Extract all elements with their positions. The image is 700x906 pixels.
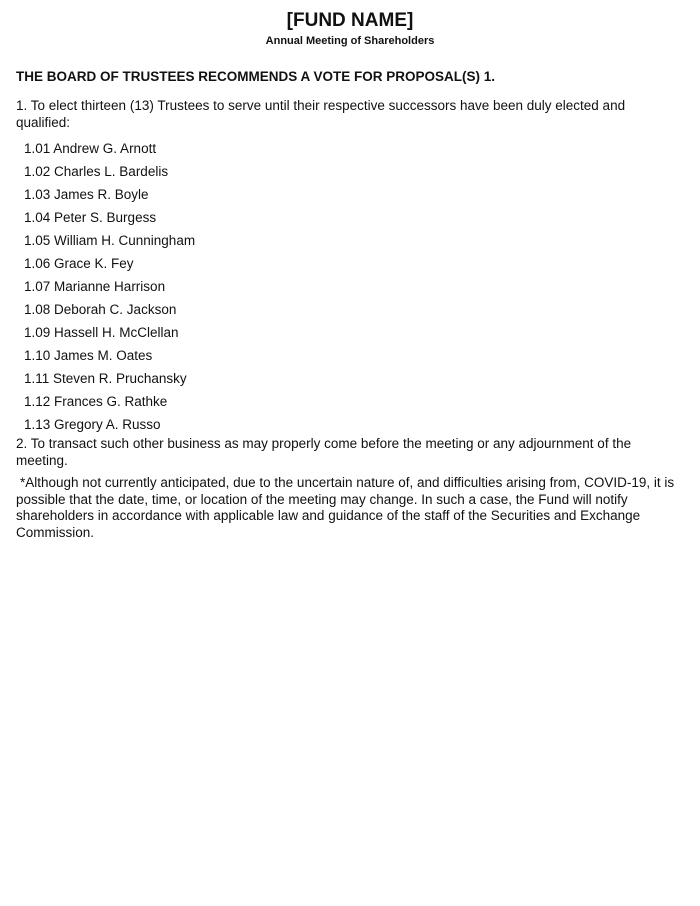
nominee-item: 1.06 Grace K. Fey (24, 256, 134, 271)
nominee-item: 1.11 Steven R. Pruchansky (24, 371, 187, 386)
nominee-item: 1.03 James R. Boyle (24, 187, 149, 202)
nominee-item: 1.02 Charles L. Bardelis (24, 164, 169, 179)
nominee-item: 1.09 Hassell H. McClellan (24, 325, 179, 340)
nominee-item: 1.04 Peter S. Burgess (24, 210, 157, 225)
meeting-subtitle: Annual Meeting of Shareholders (265, 35, 435, 47)
nominee-list (24, 137, 195, 436)
nominee-item: 1.08 Deborah C. Jackson (24, 302, 177, 317)
nominee-item: 1.12 Frances G. Rathke (24, 394, 168, 409)
covid-footnote: *Although not currently anticipated, due to the uncertain nature of, and difficulties arising from, COVID-19, it is possible that the date, time, or location of the meeting may change. In such a case, the Fund will notify shareholders in accordance with applicable law and guidance of the staff of the Securities and Exchange Commission. (16, 475, 675, 540)
nominee-item: 1.05 William H. Cunningham (24, 233, 196, 248)
nominee-item: 1.13 Gregory A. Russo (24, 417, 161, 432)
proposal-1-text: 1. To elect thirteen (13) Trustees to serve until their respective successors have been duly elected and qualified: (16, 98, 626, 130)
fund-name-title: [FUND NAME] (286, 10, 414, 31)
board-recommendation: THE BOARD OF TRUSTEES RECOMMENDS A VOTE FOR PROPOSAL(S) 1. (16, 69, 496, 84)
nominee-item: 1.01 Andrew G. Arnott (24, 141, 157, 156)
proposal-2-text: 2. To transact such other business as may properly come before the meeting or any adjournment of the meeting. (16, 436, 632, 468)
nominee-item: 1.10 James M. Oates (24, 348, 153, 363)
nominee-item: 1.07 Marianne Harrison (24, 279, 166, 294)
